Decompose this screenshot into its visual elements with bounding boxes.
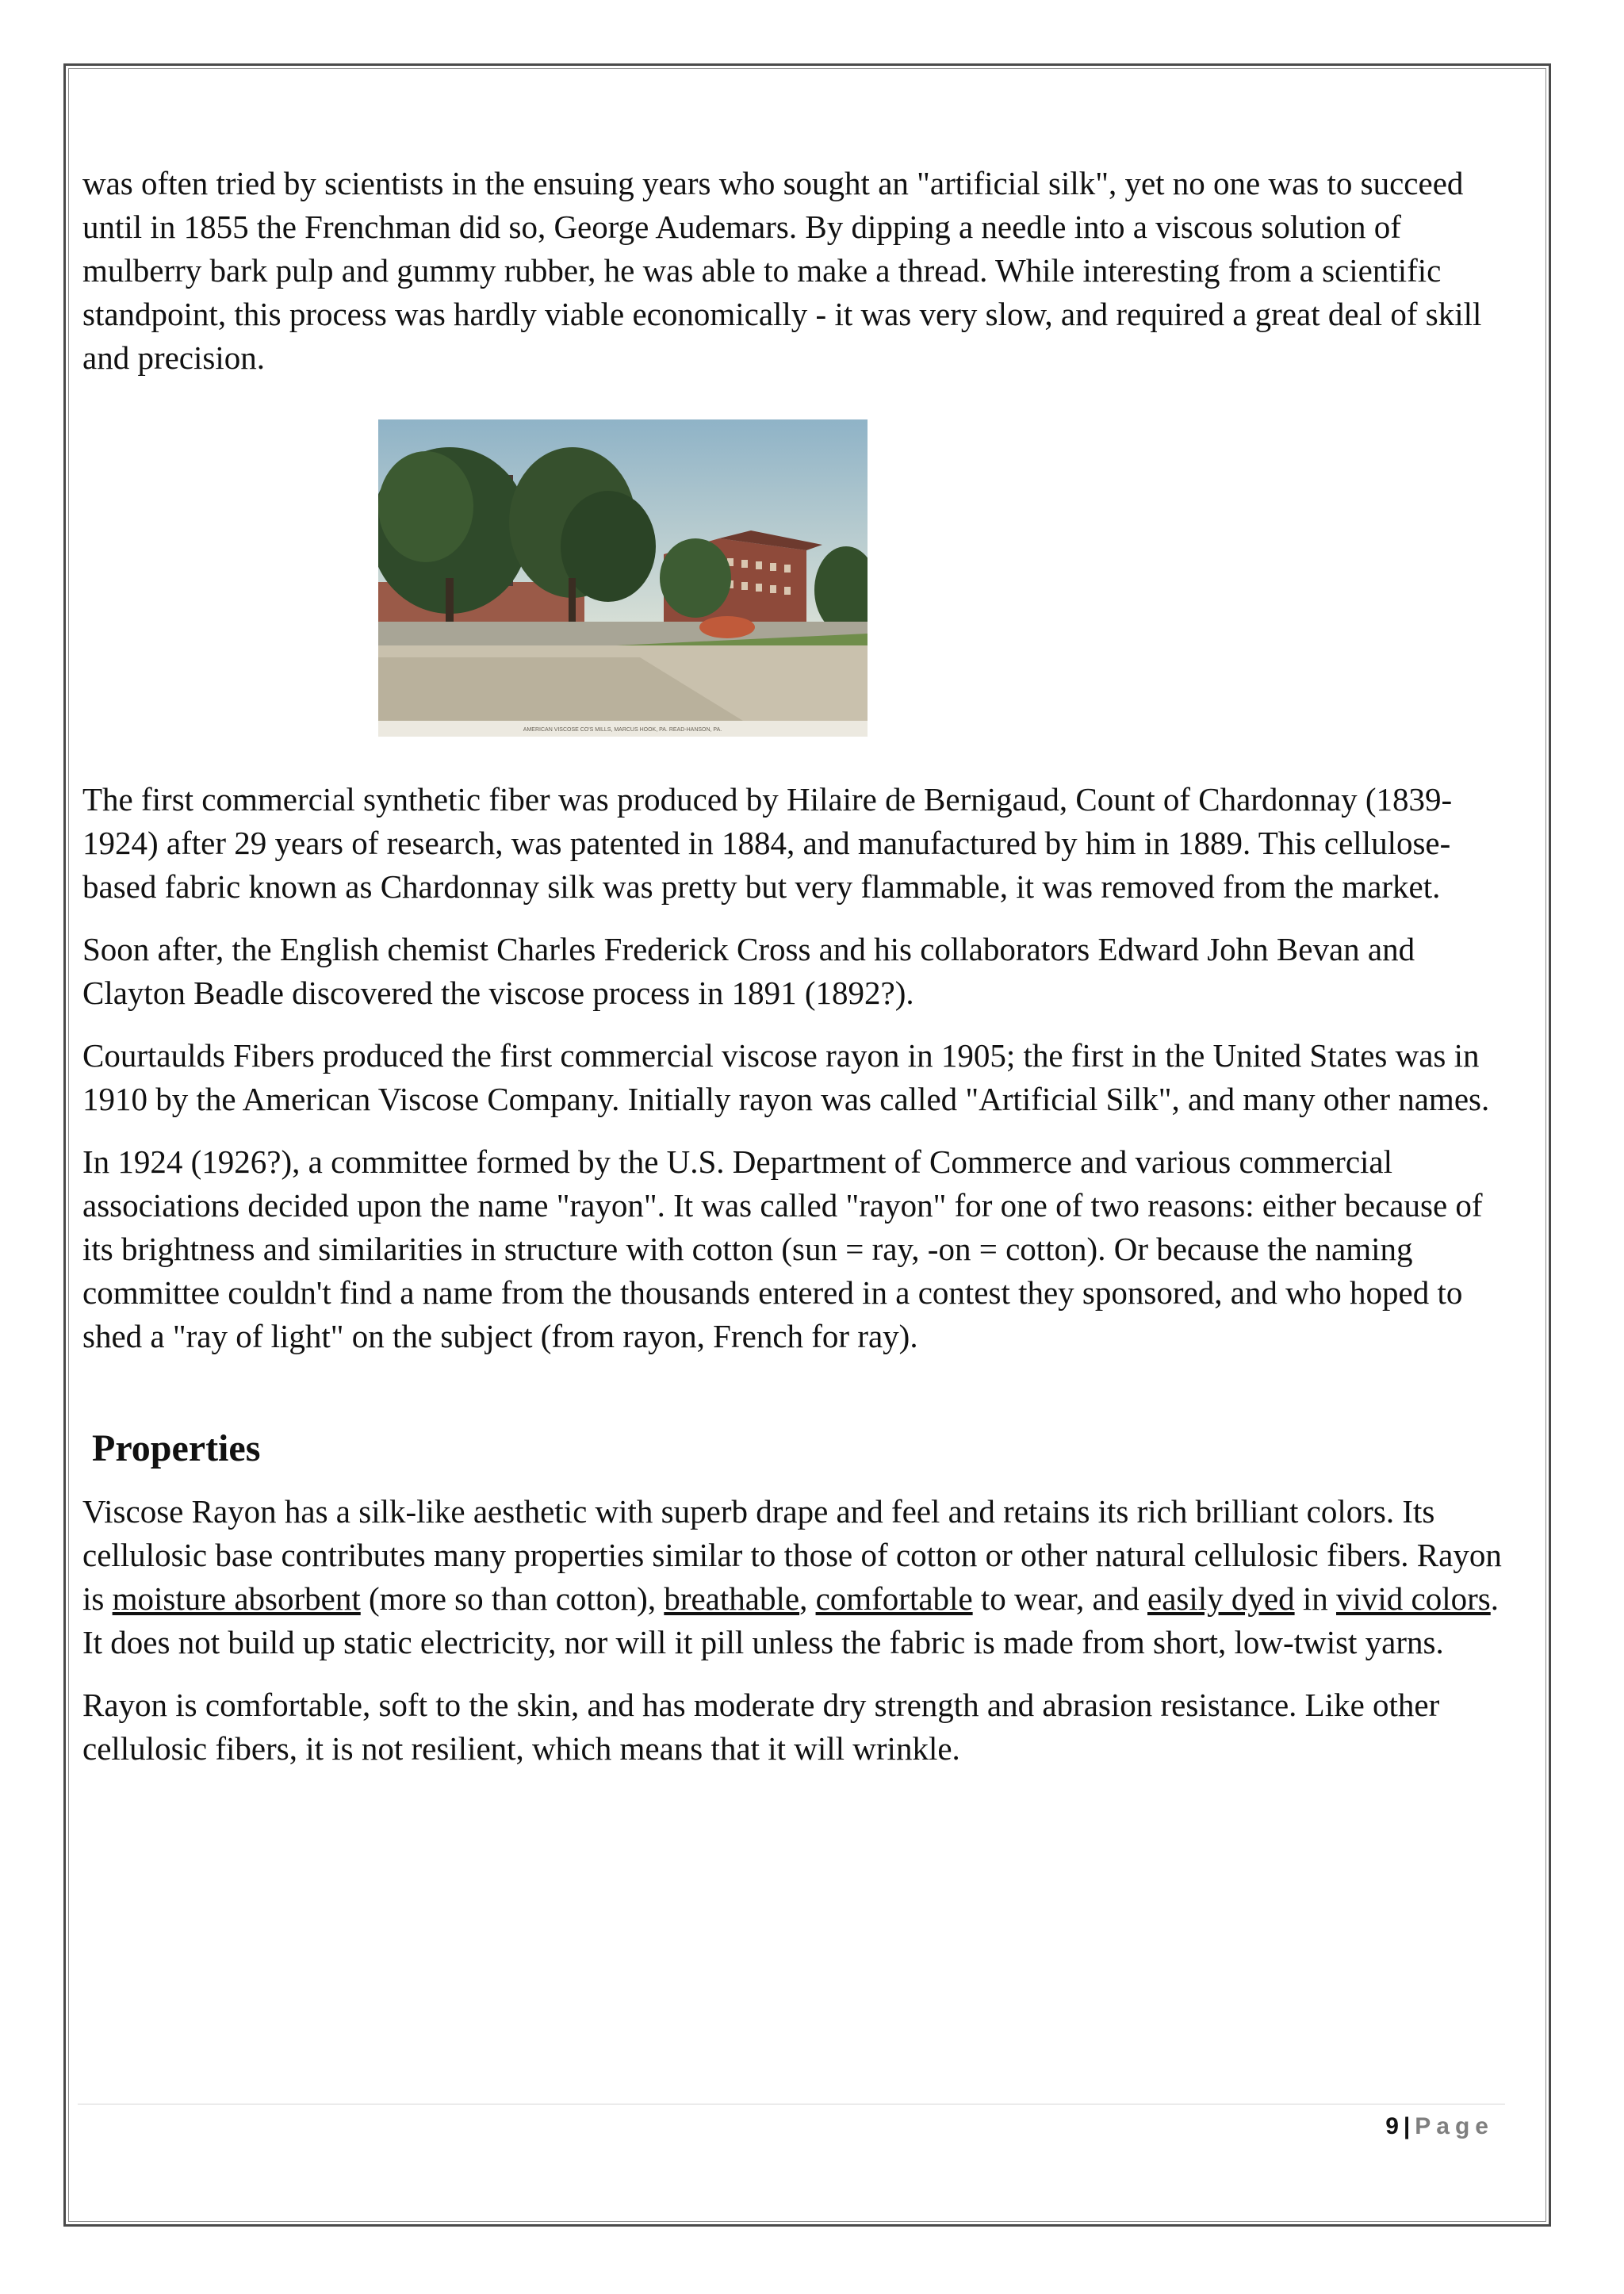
- paragraph-cross: Soon after, the English chemist Charles Frederick Cross and his collaborators Edward John Bevan and Clayton Beadle discovered the viscose process in 1891 (1892?).: [82, 931, 1415, 1011]
- paragraph-intro: was often tried by scientists in the ensuing years who sought an "artificial silk", yet no one was to succeed until in 1855 the Frenchman did so, George Audemars. By dipping a needle into a viscous solution of mulberry bark pulp and gummy rubber, he was able to make a thread. While interesting from a scientific standpoint, this process was hardly viable economically - it was very slow, and required a great deal of skill and precision.: [82, 165, 1482, 376]
- text-run: in: [1294, 1580, 1336, 1617]
- properties-heading: Properties: [92, 1427, 261, 1469]
- paragraph-chardonnay: The first commercial synthetic fiber was produced by Hilaire de Bernigaud, Count of Chardonnay (1839-1924) after 29 years of research, was patented in 1884, and manufactured by him in 1889. This cellulose-based fabric known as Chardonnay silk was pretty but very flammable, it was removed from the market.: [82, 781, 1453, 905]
- text-run: (more so than cotton),: [360, 1580, 665, 1617]
- paragraph-courtaulds: Courtaulds Fibers produced the first commercial viscose rayon in 1905; the first in the United States was in 1910 by the American Viscose Company. Initially rayon was called "Artificial Silk", and many other names.: [82, 1037, 1490, 1117]
- link-vivid-colors[interactable]: vivid colors: [1336, 1580, 1491, 1617]
- page-label: Page: [1415, 2113, 1494, 2139]
- link-moisture-absorbent[interactable]: moisture absorbent: [112, 1580, 361, 1617]
- link-comfortable[interactable]: comfortable: [815, 1580, 973, 1617]
- paragraph-properties-1: [82, 1490, 1510, 1664]
- footer-separator: |: [1403, 2113, 1411, 2139]
- paragraph-naming: In 1924 (1926?), a committee formed by the U.S. Department of Commerce and various commercial associations decided upon the name "rayon". It was called "rayon" for one of two reasons: either because of its brightness and similarities in structure with cotton (sun = ray, -on = cotton). Or because the naming committee couldn't find a name from the thousands entered in a contest they sponsored, and who hoped to shed a "ray of light" on the subject (from rayon, French for ray).: [82, 1143, 1483, 1354]
- page-number: 9: [1385, 2113, 1399, 2139]
- text-run: ,: [799, 1580, 816, 1617]
- text-run: Viscose Rayon has a silk-like aesthetic with superb drape and feel and retains its rich brilliant colors. Its cellulosic base contributes many properties similar to those of cotton or other natural cellulosic fibers. Rayon is: [82, 1493, 1502, 1617]
- text-run: . It does not build up static electricity, nor will it pill unless the fabric is made from short, low-twist yarns.: [82, 1580, 1499, 1660]
- link-easily-dyed[interactable]: easily dyed: [1147, 1580, 1295, 1617]
- text-run: to wear, and: [972, 1580, 1147, 1617]
- photo-caption: AMERICAN VISCOSE CO'S MILLS, MARCUS HOOK, PA. READ-HANSON, PA.: [523, 727, 722, 733]
- factory-postcard-photo: [378, 419, 868, 737]
- page-footer: [1385, 2112, 1494, 2141]
- link-breathable[interactable]: breathable: [664, 1580, 800, 1617]
- page-content: [82, 162, 1510, 1790]
- paragraph-properties-2: Rayon is comfortable, soft to the skin, and has moderate dry strength and abrasion resistance. Like other cellulosic fibers, it is not resilient, which means that it will wrinkle.: [82, 1687, 1440, 1767]
